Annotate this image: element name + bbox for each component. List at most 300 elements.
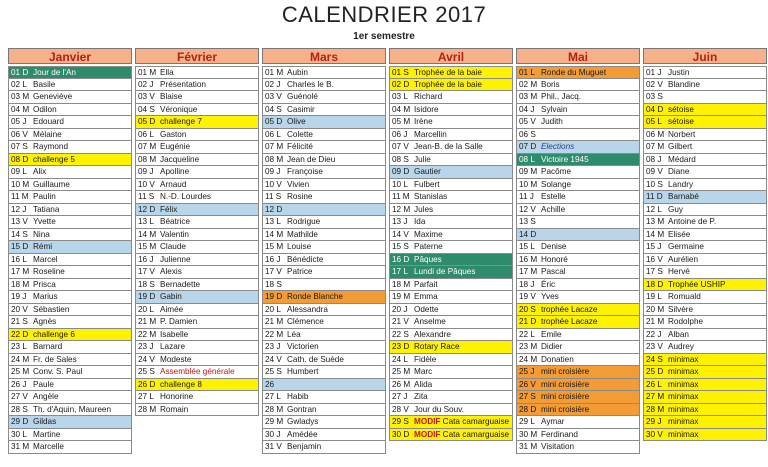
day-label: Colette bbox=[287, 129, 313, 139]
day-number: 27 J bbox=[392, 392, 408, 401]
day-row bbox=[389, 416, 513, 429]
day-number: 23 D bbox=[392, 342, 410, 351]
day-row bbox=[643, 416, 767, 429]
day-number: 09 V bbox=[646, 167, 663, 176]
day-number: 17 L bbox=[392, 267, 408, 276]
day-number: 17 M bbox=[11, 267, 30, 276]
day-label: Guy bbox=[668, 204, 684, 214]
day-label: Apolline bbox=[160, 167, 190, 176]
day-label: Germaine bbox=[668, 242, 704, 251]
day-row bbox=[516, 129, 640, 142]
day-number: 31 V bbox=[265, 442, 282, 451]
day-row bbox=[8, 254, 132, 267]
day-number: 10 M bbox=[519, 179, 538, 189]
day-label: Charles le B. bbox=[287, 79, 334, 89]
day-row bbox=[643, 354, 767, 367]
day-row bbox=[135, 366, 259, 379]
day-row bbox=[516, 404, 640, 417]
day-row bbox=[643, 304, 767, 317]
day-number: 05 M bbox=[392, 117, 411, 126]
month-column-avril bbox=[389, 48, 513, 441]
day-label: Honorine bbox=[160, 392, 194, 401]
day-number: 06 J bbox=[392, 129, 408, 139]
day-row bbox=[8, 66, 132, 79]
day-label: Elections bbox=[541, 142, 575, 151]
day-number: 18 S bbox=[265, 279, 282, 289]
day-number: 21 D bbox=[519, 317, 537, 326]
day-label: Jules bbox=[414, 204, 434, 214]
day-number: 09 M bbox=[519, 167, 538, 176]
day-label: Basile bbox=[33, 79, 56, 89]
day-row bbox=[262, 241, 386, 254]
day-label: Assemblée générale bbox=[160, 367, 235, 376]
day-number: 23 M bbox=[519, 342, 538, 351]
day-row bbox=[516, 154, 640, 167]
day-number: 21 M bbox=[265, 317, 284, 326]
day-label: N.-D. Lourdes bbox=[160, 192, 211, 201]
day-number: 18 D bbox=[646, 279, 664, 289]
day-row bbox=[516, 229, 640, 242]
day-row bbox=[389, 104, 513, 117]
day-row bbox=[516, 216, 640, 229]
day-number: 07 S bbox=[11, 142, 28, 151]
day-label: Irène bbox=[414, 117, 433, 126]
day-label: Alida bbox=[414, 379, 433, 389]
day-label: Cath. de Suède bbox=[287, 354, 344, 364]
day-label: Ronde Blanche bbox=[287, 292, 343, 301]
day-number: 24 V bbox=[138, 354, 155, 364]
day-number: 09 L bbox=[11, 167, 27, 176]
day-row bbox=[516, 116, 640, 129]
day-label: Gwladys bbox=[287, 417, 319, 426]
day-label: Rémi bbox=[33, 242, 53, 251]
day-label: Parfait bbox=[414, 279, 438, 289]
day-row bbox=[8, 316, 132, 329]
day-label: Zita bbox=[414, 392, 428, 401]
day-number: 24 M bbox=[519, 354, 538, 364]
day-number: 12 D bbox=[265, 204, 283, 214]
day-label: challenge 5 bbox=[33, 154, 75, 164]
day-label: MODIF Cata camarguaise bbox=[414, 417, 510, 426]
day-number: 13 V bbox=[11, 217, 28, 226]
day-number: 08 M bbox=[138, 154, 157, 164]
day-number: 23 L bbox=[11, 342, 27, 351]
day-number: 25 M bbox=[11, 367, 30, 376]
day-number: 24 V bbox=[265, 354, 282, 364]
day-row bbox=[516, 179, 640, 192]
day-number: 05 J bbox=[11, 117, 27, 126]
day-label: Bernadette bbox=[160, 279, 201, 289]
day-label: Sylvain bbox=[541, 104, 568, 114]
day-label: Françoise bbox=[287, 167, 323, 176]
day-label: Eugénie bbox=[160, 142, 191, 151]
day-row bbox=[389, 66, 513, 79]
day-row bbox=[8, 391, 132, 404]
day-number: 01 S bbox=[392, 68, 409, 77]
day-row bbox=[262, 254, 386, 267]
day-number: 03 L bbox=[392, 92, 408, 101]
day-row bbox=[135, 291, 259, 304]
day-number: 13 L bbox=[138, 217, 154, 226]
day-number: 18 J bbox=[519, 279, 535, 289]
day-label: mini croisière bbox=[541, 404, 590, 414]
day-label: mini croisière bbox=[541, 379, 590, 389]
day-label: minimax bbox=[668, 354, 699, 364]
day-row bbox=[389, 329, 513, 342]
day-row bbox=[389, 254, 513, 267]
day-label: Honoré bbox=[541, 254, 568, 264]
day-number: 27 V bbox=[11, 392, 28, 401]
day-number: 27 S bbox=[519, 392, 536, 401]
day-label: Audrey bbox=[668, 342, 694, 351]
day-row bbox=[135, 141, 259, 154]
day-row bbox=[643, 429, 767, 442]
day-label: Conv. S. Paul bbox=[33, 367, 83, 376]
day-number: 16 V bbox=[646, 254, 663, 264]
day-row bbox=[262, 79, 386, 92]
day-row bbox=[262, 291, 386, 304]
day-label: Estelle bbox=[541, 192, 566, 201]
day-row bbox=[389, 241, 513, 254]
day-number: 09 J bbox=[265, 167, 281, 176]
day-number: 30 M bbox=[519, 429, 538, 439]
day-row bbox=[135, 266, 259, 279]
day-label: Gildas bbox=[33, 417, 57, 426]
day-label: challenge 7 bbox=[160, 117, 202, 126]
day-number: 20 L bbox=[265, 304, 281, 314]
day-label: Éric bbox=[541, 279, 556, 289]
day-row bbox=[389, 429, 513, 442]
day-row bbox=[262, 104, 386, 117]
day-row bbox=[135, 191, 259, 204]
day-row bbox=[135, 229, 259, 242]
day-row bbox=[516, 79, 640, 92]
day-row bbox=[389, 141, 513, 154]
day-row bbox=[135, 129, 259, 142]
day-number: 24 S bbox=[646, 354, 663, 364]
day-number: 25 D bbox=[646, 367, 664, 376]
day-label: Roseline bbox=[33, 267, 65, 276]
day-number: 30 D bbox=[392, 429, 410, 439]
day-row bbox=[135, 354, 259, 367]
day-number: 11 M bbox=[11, 192, 29, 201]
day-label: Gontran bbox=[287, 404, 317, 414]
day-row bbox=[262, 279, 386, 292]
day-number: 01 D bbox=[11, 68, 29, 77]
day-label: Fidèle bbox=[414, 354, 437, 364]
day-label: MODIF Cata camarguaise bbox=[414, 429, 510, 439]
day-label: Léa bbox=[287, 329, 301, 339]
day-label: Jour de l'An bbox=[33, 68, 76, 77]
day-label: Bénédicte bbox=[287, 254, 324, 264]
day-number: 26 bbox=[265, 379, 275, 389]
day-label: Julienne bbox=[160, 254, 191, 264]
day-number: 04 S bbox=[265, 104, 282, 114]
day-number: 12 V bbox=[519, 204, 536, 214]
day-label: Geneviève bbox=[33, 92, 73, 101]
day-number: 28 M bbox=[646, 404, 665, 414]
day-number: 02 D bbox=[392, 79, 410, 89]
day-row bbox=[262, 179, 386, 192]
day-number: 01 J bbox=[646, 68, 662, 77]
day-row bbox=[262, 204, 386, 217]
day-label: Landry bbox=[668, 179, 694, 189]
day-label: Claude bbox=[160, 242, 186, 251]
day-row bbox=[135, 91, 259, 104]
day-label: Anselme bbox=[414, 317, 446, 326]
day-label: Norbert bbox=[668, 129, 696, 139]
day-row bbox=[262, 329, 386, 342]
day-number: 15 M bbox=[265, 242, 284, 251]
day-label: Ronde du Muguet bbox=[541, 68, 607, 77]
day-label: Donatien bbox=[541, 354, 574, 364]
day-row bbox=[135, 179, 259, 192]
day-label: Olive bbox=[287, 117, 306, 126]
day-row bbox=[516, 104, 640, 117]
month-header: Mai bbox=[516, 48, 640, 64]
day-number: 25 M bbox=[392, 367, 411, 376]
day-number: 26 J bbox=[11, 379, 27, 389]
day-row bbox=[262, 166, 386, 179]
day-label: Agnès bbox=[33, 317, 57, 326]
day-row bbox=[8, 279, 132, 292]
day-number: 14 M bbox=[646, 229, 665, 239]
day-number: 04 J bbox=[519, 104, 535, 114]
day-row bbox=[135, 254, 259, 267]
day-number: 29 M bbox=[265, 417, 284, 426]
day-label: Achille bbox=[541, 204, 566, 214]
day-label: Tatiana bbox=[33, 204, 60, 214]
day-row bbox=[8, 404, 132, 417]
day-row bbox=[262, 91, 386, 104]
day-row bbox=[8, 366, 132, 379]
day-number: 27 L bbox=[138, 392, 154, 401]
day-number: 22 D bbox=[11, 329, 29, 339]
day-row bbox=[8, 104, 132, 117]
day-number: 09 D bbox=[392, 167, 410, 176]
day-row bbox=[135, 404, 259, 417]
day-label: Richard bbox=[414, 92, 443, 101]
day-row bbox=[516, 341, 640, 354]
day-row bbox=[8, 204, 132, 217]
day-row bbox=[389, 291, 513, 304]
day-row bbox=[8, 191, 132, 204]
day-label: challenge 8 bbox=[160, 379, 202, 389]
day-row bbox=[8, 216, 132, 229]
day-number: 31 M bbox=[519, 442, 538, 451]
day-label: mini croisière bbox=[541, 367, 590, 376]
day-row bbox=[8, 341, 132, 354]
day-label: Visitation bbox=[541, 442, 575, 451]
month-column-janvier bbox=[8, 48, 132, 454]
day-label: Fr. de Sales bbox=[33, 354, 77, 364]
day-number: 14 M bbox=[265, 229, 284, 239]
day-label: Nina bbox=[33, 229, 50, 239]
day-row bbox=[389, 316, 513, 329]
day-label: minimax bbox=[668, 417, 699, 426]
day-number: 11 S bbox=[138, 192, 155, 201]
day-label: Alexis bbox=[160, 267, 182, 276]
day-number: 03 S bbox=[646, 92, 663, 101]
day-row bbox=[643, 254, 767, 267]
month-header: Février bbox=[135, 48, 259, 64]
day-label: Edouard bbox=[33, 117, 64, 126]
day-row bbox=[516, 279, 640, 292]
day-label: challenge 6 bbox=[33, 329, 75, 339]
day-number: 28 M bbox=[265, 404, 284, 414]
day-number: 20 V bbox=[11, 304, 28, 314]
day-number: 16 J bbox=[265, 254, 281, 264]
day-label: Vivien bbox=[287, 179, 310, 189]
day-row bbox=[516, 366, 640, 379]
day-number: 11 M bbox=[392, 192, 410, 201]
day-row bbox=[135, 279, 259, 292]
day-row bbox=[8, 329, 132, 342]
day-number: 16 M bbox=[519, 254, 538, 264]
day-label: Mathilde bbox=[287, 229, 318, 239]
day-label: Diane bbox=[668, 167, 690, 176]
day-number: 12 L bbox=[646, 204, 662, 214]
day-row bbox=[262, 66, 386, 79]
day-row bbox=[262, 429, 386, 442]
day-label: Aurélien bbox=[668, 254, 699, 264]
day-row bbox=[643, 179, 767, 192]
day-label: Paterne bbox=[414, 242, 443, 251]
day-row bbox=[643, 266, 767, 279]
day-label: Lundi de Pâques bbox=[414, 267, 476, 276]
day-label: Habib bbox=[287, 392, 309, 401]
day-number: 19 M bbox=[392, 292, 411, 301]
day-label: Marc bbox=[414, 367, 433, 376]
day-row bbox=[135, 241, 259, 254]
day-number: 31 M bbox=[11, 442, 30, 451]
month-header: Avril bbox=[389, 48, 513, 64]
day-number: 04 S bbox=[138, 104, 155, 114]
day-row bbox=[389, 266, 513, 279]
day-row bbox=[516, 191, 640, 204]
day-number: 26 D bbox=[138, 379, 156, 389]
day-row bbox=[643, 341, 767, 354]
day-row bbox=[643, 379, 767, 392]
day-number: 23 J bbox=[265, 342, 281, 351]
day-number: 06 S bbox=[519, 129, 536, 139]
day-label: Isabelle bbox=[160, 329, 189, 339]
day-number: 07 M bbox=[646, 142, 665, 151]
page-title: CALENDRIER 2017 bbox=[281, 2, 487, 27]
day-label: Julie bbox=[414, 154, 431, 164]
month-header: Mars bbox=[262, 48, 386, 64]
day-number: 02 J bbox=[138, 79, 154, 89]
day-label: trophée Lacaze bbox=[541, 317, 598, 326]
day-label: Sébastien bbox=[33, 304, 70, 314]
day-row bbox=[516, 316, 640, 329]
day-number: 19 D bbox=[138, 292, 156, 301]
day-row bbox=[135, 391, 259, 404]
day-row bbox=[8, 79, 132, 92]
day-row bbox=[262, 441, 386, 454]
day-label: Ida bbox=[414, 217, 426, 226]
day-row bbox=[262, 366, 386, 379]
day-label: sétoise bbox=[668, 104, 694, 114]
day-row bbox=[262, 341, 386, 354]
day-number: 14 D bbox=[519, 229, 537, 239]
day-number: 02 M bbox=[519, 79, 538, 89]
day-number: 11 D bbox=[646, 192, 663, 201]
day-row bbox=[389, 366, 513, 379]
day-label: Pâques bbox=[414, 254, 442, 264]
day-number: 02 J bbox=[265, 79, 281, 89]
day-label: Gilbert bbox=[668, 142, 693, 151]
day-label: Rodrigue bbox=[287, 217, 321, 226]
day-row bbox=[262, 391, 386, 404]
day-label: minimax bbox=[668, 379, 699, 389]
day-label: Yvette bbox=[33, 217, 56, 226]
day-number: 19 V bbox=[519, 292, 536, 301]
day-row bbox=[262, 304, 386, 317]
day-label: mini croisière bbox=[541, 392, 590, 401]
day-row bbox=[262, 416, 386, 429]
day-row bbox=[516, 141, 640, 154]
day-number: 15 D bbox=[11, 242, 29, 251]
day-number: 04 D bbox=[646, 104, 664, 114]
day-row bbox=[8, 241, 132, 254]
day-number: 05 D bbox=[265, 117, 283, 126]
day-row bbox=[8, 304, 132, 317]
day-row bbox=[135, 304, 259, 317]
day-number: 17 S bbox=[646, 267, 663, 276]
day-label: Aymar bbox=[541, 417, 565, 426]
day-label: Mélaine bbox=[33, 129, 62, 139]
day-label: Clémence bbox=[287, 317, 324, 326]
day-label: Boris bbox=[541, 79, 560, 89]
day-row bbox=[135, 79, 259, 92]
day-row bbox=[389, 379, 513, 392]
day-row bbox=[8, 291, 132, 304]
day-number: 02 V bbox=[646, 79, 663, 89]
day-row bbox=[135, 379, 259, 392]
day-label: Gaston bbox=[160, 129, 187, 139]
day-row bbox=[135, 216, 259, 229]
day-label: Marius bbox=[33, 292, 58, 301]
day-number: 05 L bbox=[646, 117, 662, 126]
day-row bbox=[516, 304, 640, 317]
day-number: 24 L bbox=[392, 354, 408, 364]
day-number: 08 L bbox=[519, 154, 535, 164]
day-number: 24 M bbox=[11, 354, 30, 364]
day-label: Félicité bbox=[287, 142, 313, 151]
day-number: 03 V bbox=[138, 92, 155, 101]
day-row bbox=[643, 116, 767, 129]
day-row bbox=[135, 341, 259, 354]
day-row bbox=[643, 291, 767, 304]
day-number: 07 M bbox=[265, 142, 284, 151]
day-label: Emile bbox=[541, 329, 562, 339]
day-row bbox=[643, 166, 767, 179]
day-label: Paulin bbox=[33, 192, 56, 201]
day-row bbox=[262, 316, 386, 329]
day-number: 07 M bbox=[138, 142, 157, 151]
day-label: Gabin bbox=[160, 292, 182, 301]
day-row bbox=[262, 354, 386, 367]
day-number: 22 L bbox=[519, 329, 535, 339]
day-number: 03 M bbox=[11, 92, 30, 101]
day-label: Guillaume bbox=[33, 179, 70, 189]
day-label: minimax bbox=[668, 367, 699, 376]
day-label: Angèle bbox=[33, 392, 59, 401]
day-label: Valentin bbox=[160, 229, 189, 239]
day-number: 25 S bbox=[138, 367, 155, 376]
day-row bbox=[262, 379, 386, 392]
